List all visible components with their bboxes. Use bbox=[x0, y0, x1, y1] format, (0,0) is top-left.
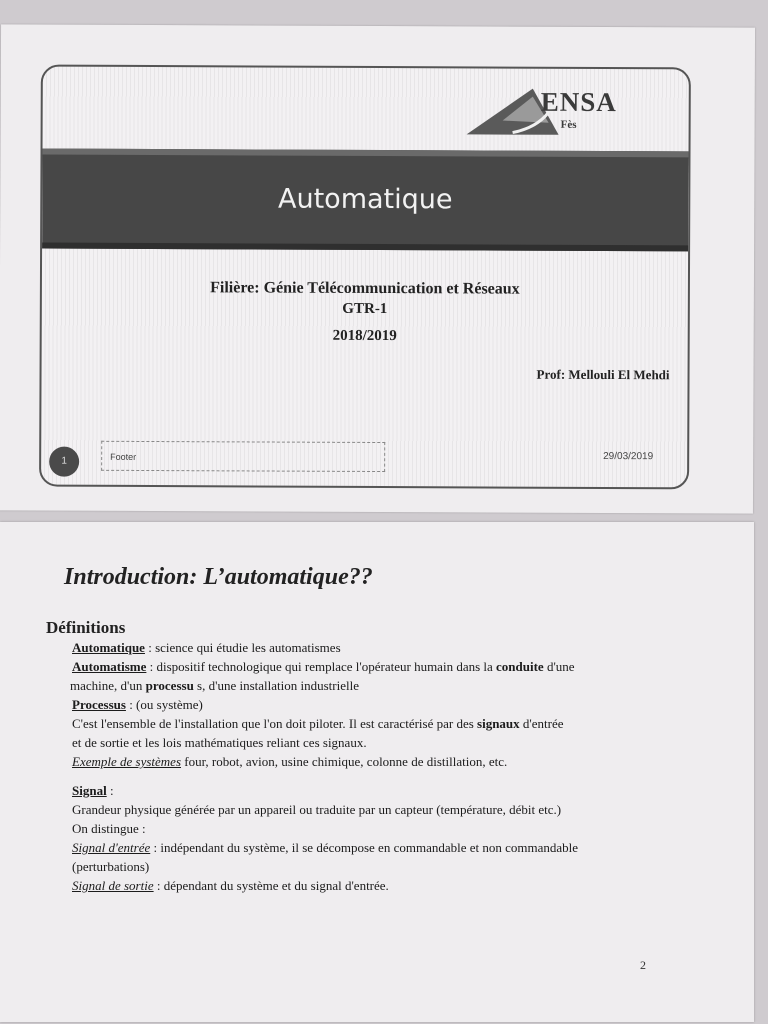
def-bold: processu bbox=[145, 678, 194, 693]
year-line: 2018/2019 bbox=[332, 327, 397, 345]
definitions-heading: Définitions bbox=[46, 618, 126, 637]
term-automatique: Automatique bbox=[72, 640, 145, 655]
def-bold: signaux bbox=[477, 716, 520, 731]
def-signal-entree bbox=[72, 838, 672, 857]
slide-page-1 bbox=[0, 24, 755, 513]
def-bold: automatismes bbox=[269, 640, 341, 655]
def-text: C'est l'ensemble de l'installation que l'on doit piloter. Il est caractérisé par des bbox=[72, 716, 478, 731]
term-signal-entree: Signal d'entrée bbox=[72, 840, 151, 855]
def-text: d'entrée bbox=[519, 716, 564, 731]
footer-placeholder: Footer bbox=[101, 441, 385, 472]
logo-subtitle: Fès bbox=[560, 118, 577, 131]
def-signal-line3: On distingue : bbox=[72, 821, 146, 836]
def-signal bbox=[72, 781, 672, 800]
def-text: machine, d'un bbox=[70, 678, 146, 693]
def-text: : (ou système) bbox=[125, 697, 203, 712]
term-processus: Processus bbox=[72, 697, 126, 712]
page-number: 2 bbox=[640, 958, 646, 972]
slide-title: Automatique bbox=[277, 183, 453, 216]
definitions-content bbox=[72, 638, 672, 895]
logo-text: ENSA bbox=[540, 86, 617, 118]
def-bold: conduite bbox=[496, 659, 544, 674]
def-automatique bbox=[72, 638, 672, 657]
term-signal-sortie: Signal de sortie bbox=[72, 878, 154, 893]
slide-page-2 bbox=[0, 522, 754, 1022]
def-text: : dépendant du système et du signal d'entrée. bbox=[153, 878, 389, 893]
def-signal-line2: Grandeur physique générée par un appareil ou traduite par un capteur (température, débit etc.) bbox=[72, 802, 562, 817]
slide-date: 29/03/2019 bbox=[603, 450, 654, 463]
intro-title: Introduction: L’automatique?? bbox=[64, 564, 373, 590]
filiere-line: Filière: Génie Télécommunication et Réseaux bbox=[210, 279, 520, 298]
def-signal-entree-line2: (perturbations) bbox=[72, 859, 150, 874]
term-signal: Signal bbox=[72, 783, 107, 798]
slide-number-badge: 1 bbox=[49, 447, 79, 477]
title-slide bbox=[39, 65, 691, 490]
def-exemple bbox=[72, 752, 672, 771]
def-text: s, d'une installation industrielle bbox=[193, 678, 359, 693]
def-text: : bbox=[106, 783, 114, 798]
term-exemple: Exemple de systèmes bbox=[72, 754, 182, 769]
def-text: : dispositif technologique qui remplace l'opérateur humain dans la bbox=[146, 659, 497, 674]
def-text: : science qui étudie les bbox=[144, 640, 270, 655]
def-automatisme-line2 bbox=[70, 676, 672, 695]
professor-name: Prof: Mellouli El Mehdi bbox=[536, 366, 670, 383]
def-processus-line2 bbox=[72, 714, 672, 733]
def-text: : indépendant du système, il se décompose en commandable et non commandable bbox=[150, 840, 579, 855]
term-automatisme: Automatisme bbox=[72, 659, 147, 674]
def-text: d'une bbox=[543, 659, 575, 674]
def-signal-sortie bbox=[72, 876, 672, 895]
class-line: GTR-1 bbox=[342, 300, 388, 318]
title-band bbox=[42, 149, 688, 252]
ensa-logo bbox=[463, 82, 663, 143]
slide-footer bbox=[41, 437, 687, 488]
def-automatisme bbox=[72, 657, 672, 676]
def-text: four, robot, avion, usine chimique, colonne de distillation, etc. bbox=[181, 754, 508, 769]
def-processus bbox=[72, 695, 672, 714]
def-processus-line3: et de sortie et les lois mathématiques reliant ces signaux. bbox=[72, 735, 367, 750]
